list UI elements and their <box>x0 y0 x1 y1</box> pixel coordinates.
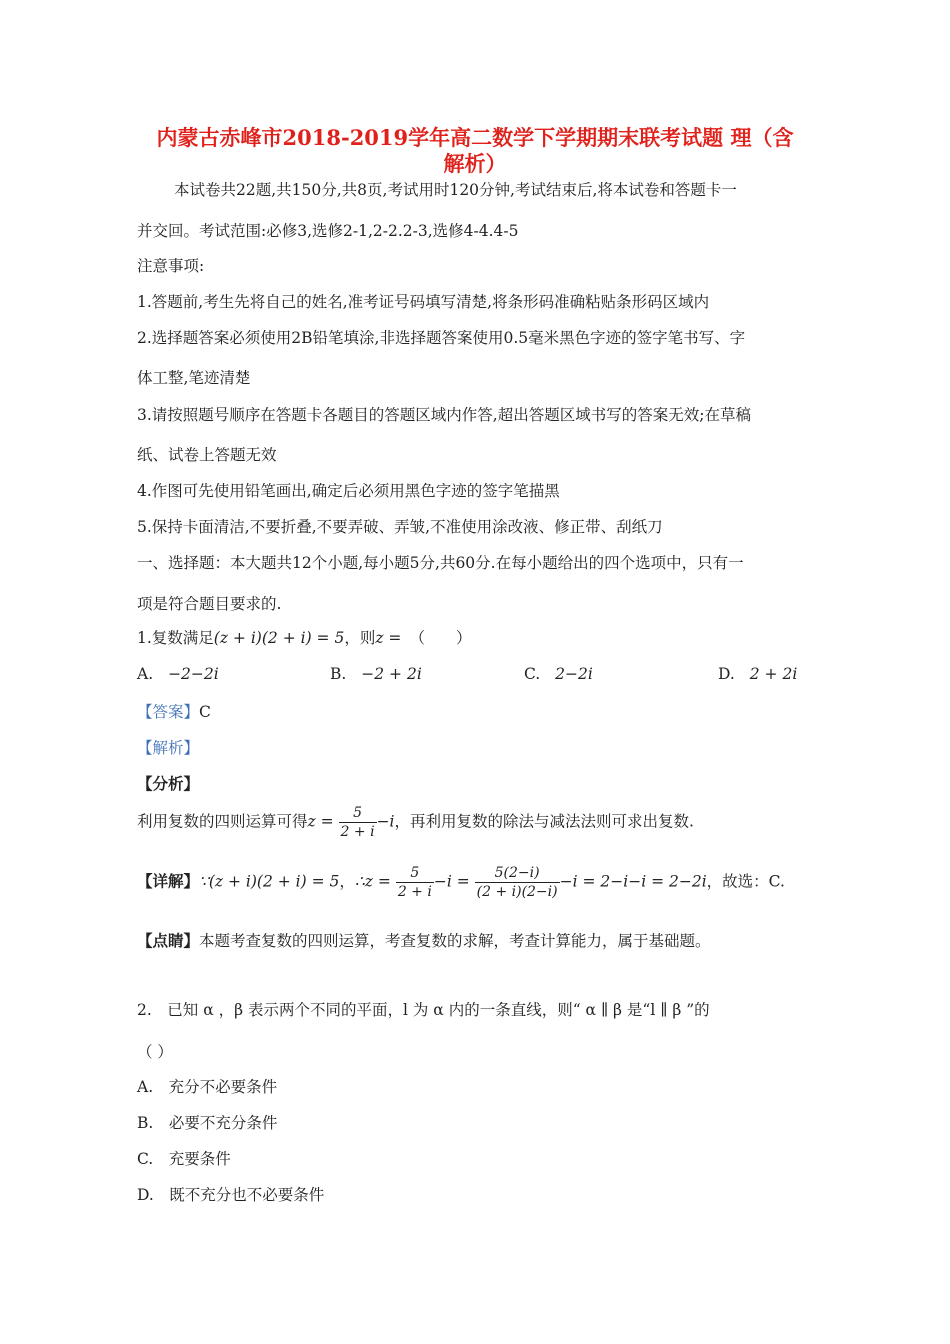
dianjing-text: 本题考查复数的四则运算，考查复数的求解，考查计算能力，属于基础题。 <box>199 932 711 950</box>
q1-stem-z: z = <box>375 629 402 647</box>
fenxi-text-a: 利用复数的四则运算可得 <box>137 812 308 831</box>
q1-option-c-value: 2−2i <box>555 665 593 683</box>
detail-fraction-2 <box>475 864 560 901</box>
detail-math-3: −i = <box>433 872 470 891</box>
q1-stem-paren: （ ） <box>409 629 472 647</box>
q1-option-c-label: C. <box>524 665 541 683</box>
detail-fraction-1 <box>396 864 434 901</box>
fenxi-math-a: z = <box>307 812 334 831</box>
q2-paren: （ ） <box>137 1043 173 1061</box>
detail-fraction-2-numerator: 5(2−i) <box>475 864 560 883</box>
note-3-line2: 纸、试卷上答题无效 <box>137 446 277 464</box>
q2-stem: 2. 已知 α ，β 表示两个不同的平面，l 为 α 内的一条直线，则“ α ∥ β 是“l ∥ β ”的 <box>137 1001 710 1019</box>
detail-math-2: ∴z = <box>354 872 391 891</box>
analysis-tag: 【解析】 <box>137 739 200 757</box>
note-4: 4.作图可先使用铅笔画出,确定后必须用黑色字迹的签字笔描黑 <box>137 482 560 500</box>
note-3-line1: 3.请按照题号顺序在答题卡各题目的答题区域内作答,超出答题区域书写的答案无效;在草稿 <box>137 406 751 424</box>
notes-heading: 注意事项: <box>137 257 205 275</box>
q1-option-a-value: −2−2i <box>168 665 219 683</box>
q2-option-c: C. 充要条件 <box>137 1150 231 1168</box>
detail-tag: 【详解】 <box>137 871 200 891</box>
fenxi-fraction-denominator: 2 + i <box>340 824 375 840</box>
detail-math-4: −i = 2−i−i = 2−2i <box>559 872 707 891</box>
fenxi-math-b: −i <box>376 812 395 831</box>
intro-line1: 本试卷共22题,共150分,共8页,考试用时120分钟,考试结束后,将本试卷和答题卡一 <box>174 181 737 199</box>
detail-fraction-1-numerator: 5 <box>396 864 434 883</box>
q2-option-d: D. 既不充分也不必要条件 <box>137 1186 325 1204</box>
q1-stem-text: 1.复数满足 <box>137 629 214 647</box>
q1-option-d <box>718 664 797 684</box>
q1-stem <box>137 628 471 648</box>
q2-option-a: A. 充分不必要条件 <box>137 1078 278 1096</box>
note-2-line1: 2.选择题答案必须使用2B铅笔填涂,非选择题答案使用0.5毫米黑色字迹的签字笔书写、字 <box>137 329 746 347</box>
note-5: 5.保持卡面清洁,不要折叠,不要弄破、弄皱,不准使用涂改液、修正带、刮纸刀 <box>137 518 663 536</box>
detail-separator: ， <box>339 872 355 891</box>
q1-answer <box>137 702 211 722</box>
q1-stem-equation: (z + i)(2 + i) = 5 <box>213 629 345 647</box>
q1-option-b-label: B. <box>330 665 347 683</box>
q1-option-d-value: 2 + 2i <box>749 665 798 683</box>
detail-fraction-1-denominator: 2 + i <box>397 884 432 900</box>
q1-option-b-value: −2 + 2i <box>361 665 422 683</box>
q1-option-a <box>137 664 219 684</box>
q1-stem-then: ，则 <box>344 629 376 647</box>
fenxi-fraction-numerator: 5 <box>339 804 377 823</box>
fenxi-text <box>137 804 694 841</box>
fenxi-tag: 【分析】 <box>137 774 200 793</box>
section-heading-line2: 项是符合题目要求的. <box>137 595 282 613</box>
note-1: 1.答题前,考生先将自己的姓名,准考证号码填写清楚,将条形码准确粘贴条形码区域内 <box>137 293 710 311</box>
q1-option-c <box>524 664 593 684</box>
intro-line2: 并交回。考试范围:必修3,选修2-1,2-2.2-3,选修4-4.4-5 <box>137 222 519 240</box>
fenxi-text-b: ，再利用复数的除法与减法法则可求出复数. <box>394 812 694 831</box>
q1-option-b <box>330 664 422 684</box>
answer-tag: 【答案】 <box>137 703 200 721</box>
answer-value: C <box>199 703 211 721</box>
dianjing-line <box>137 931 711 951</box>
detail-end: ，故选：C. <box>706 872 785 891</box>
fenxi-fraction <box>339 804 377 841</box>
q1-option-a-label: A. <box>137 665 154 683</box>
note-2-line2: 体工整,笔迹清楚 <box>137 369 251 387</box>
dianjing-tag: 【点睛】 <box>137 931 200 950</box>
detail-line <box>137 864 785 901</box>
q2-option-b: B. 必要不充分条件 <box>137 1114 278 1132</box>
document-title-line1: 内蒙古赤峰市2018-2019学年高二数学下学期期末联考试题 理（含 <box>156 125 794 150</box>
detail-fraction-2-denominator: (2 + i)(2−i) <box>476 884 558 900</box>
document-title-line2: 解析） <box>443 151 507 176</box>
section-heading-line1: 一、选择题：本大题共12个小题,每小题5分,共60分.在每小题给出的四个选项中，只有一 <box>137 554 744 572</box>
q1-option-d-label: D. <box>718 665 735 683</box>
detail-math-1: ∵(z + i)(2 + i) = 5 <box>199 872 340 891</box>
